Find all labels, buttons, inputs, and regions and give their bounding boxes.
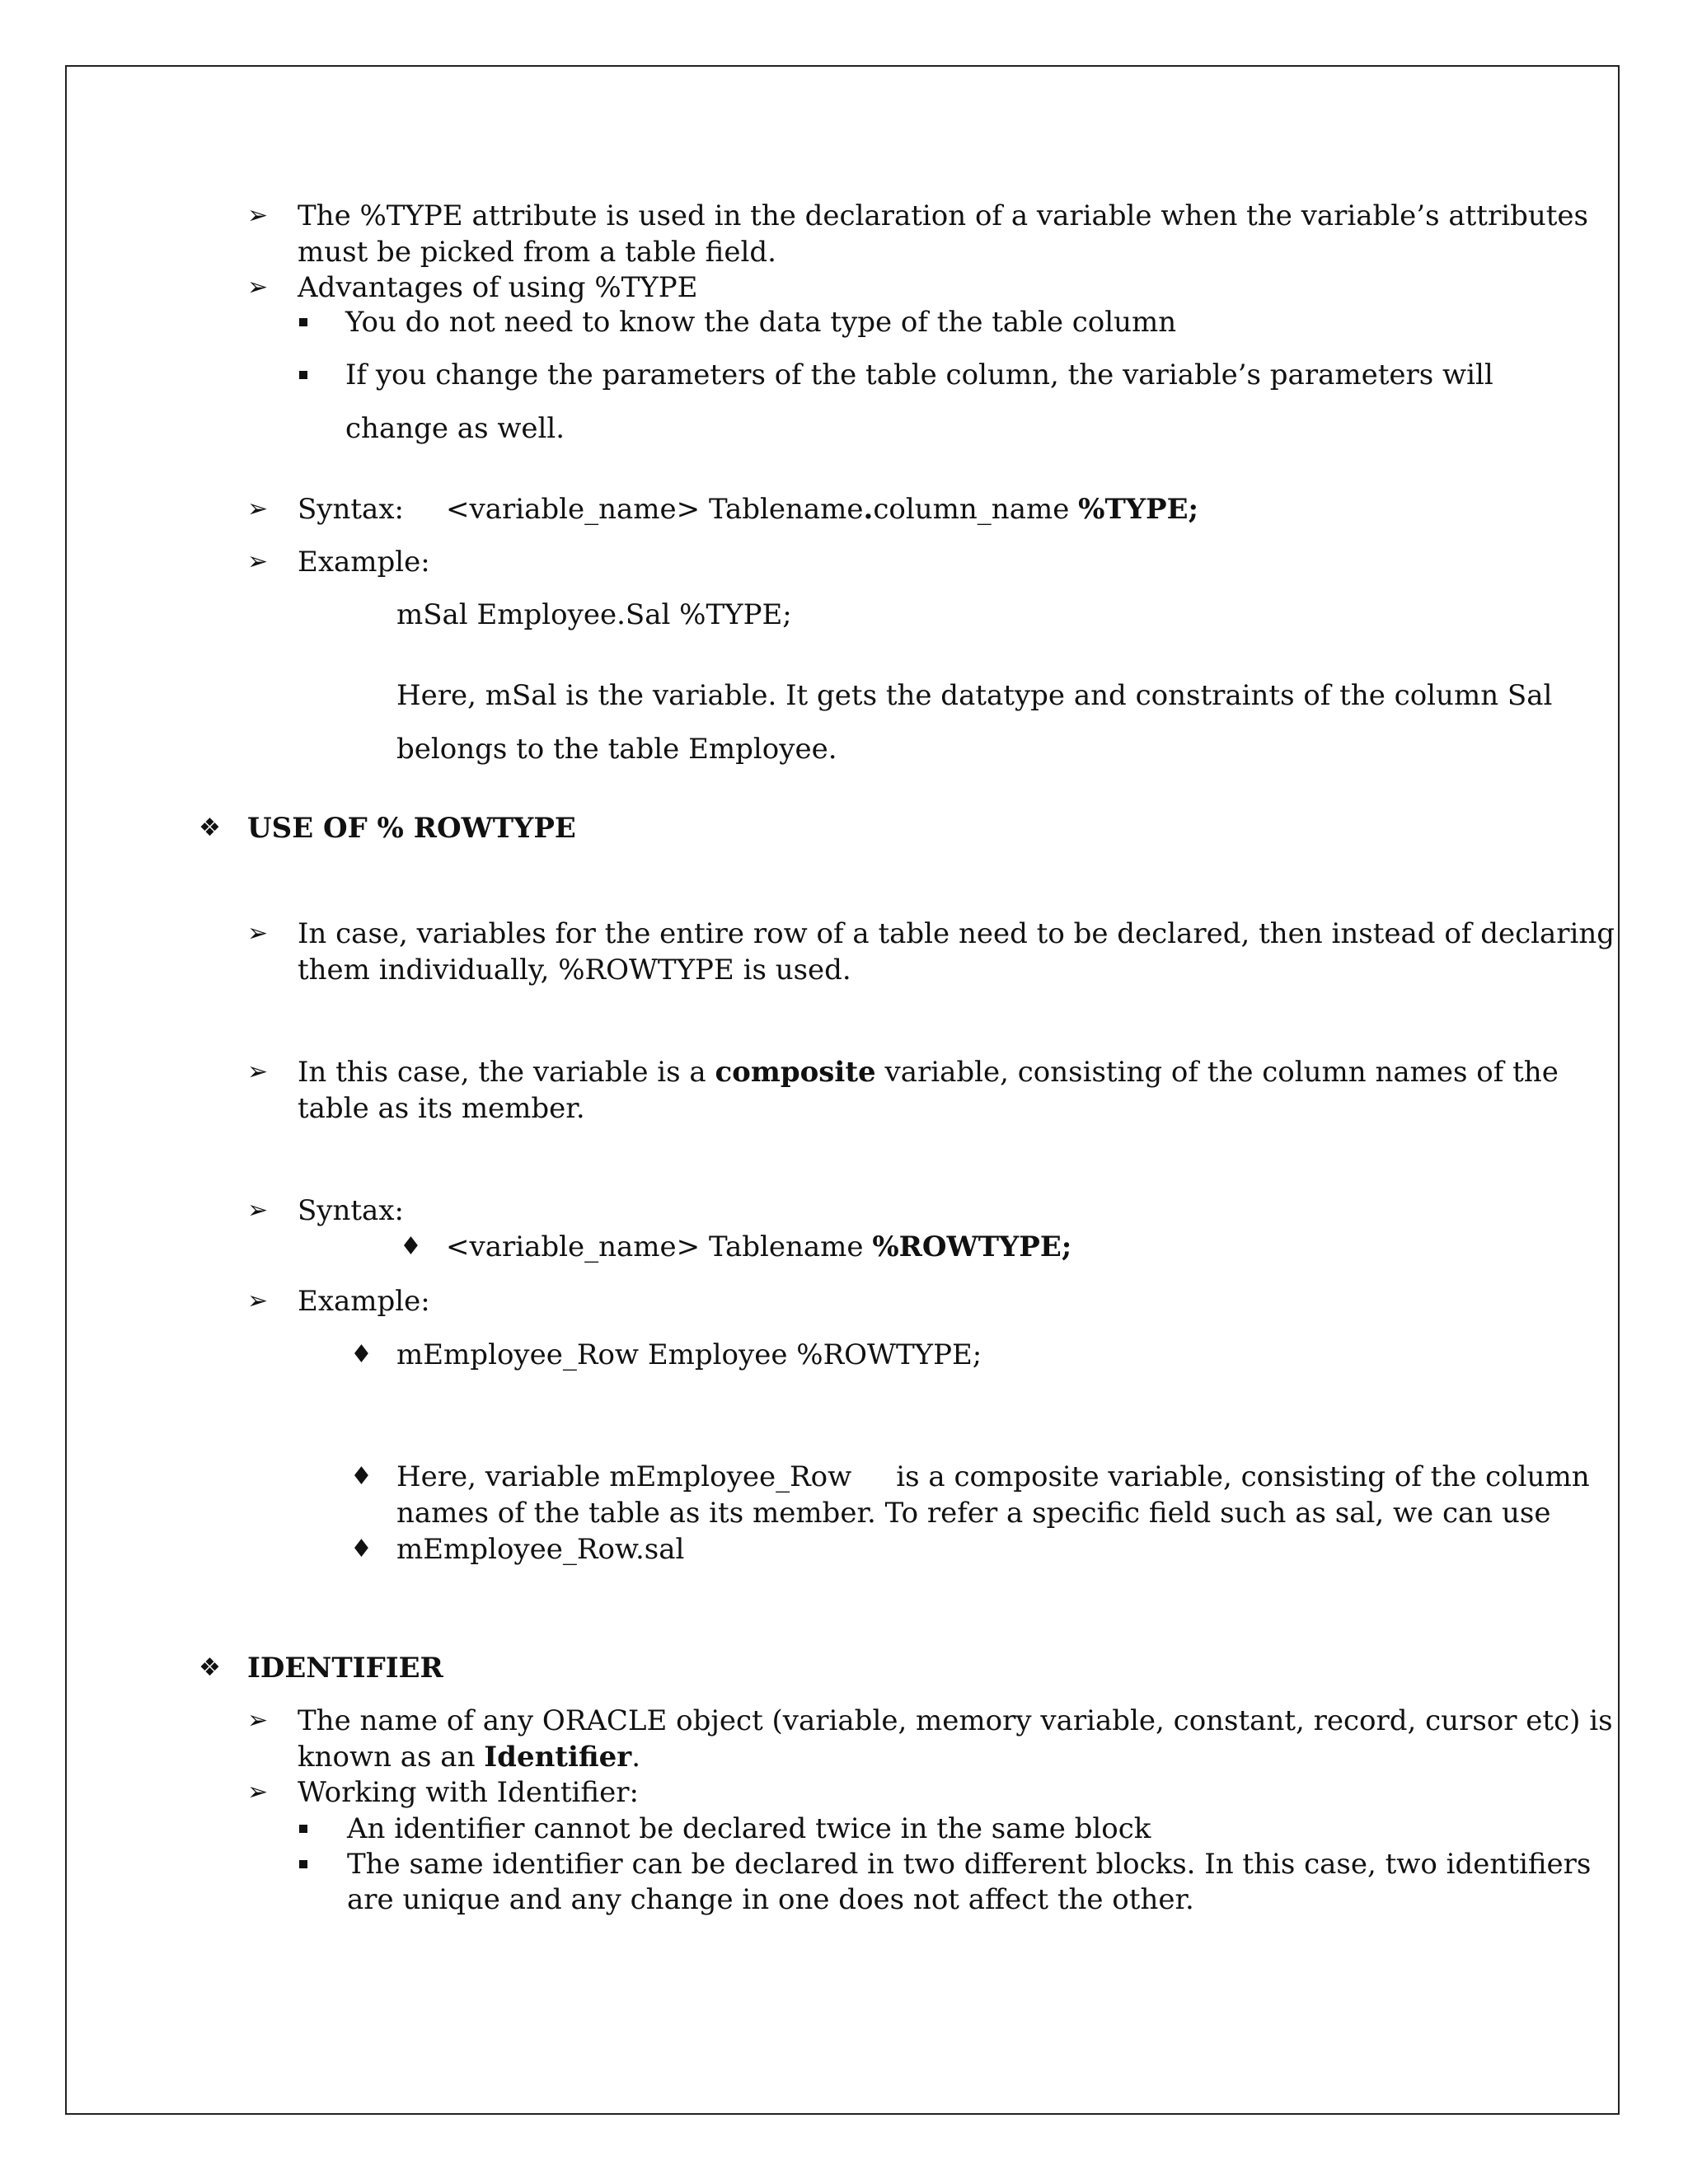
type-syntax-column: column_name	[873, 493, 1079, 526]
rowtype-syntax-line	[446, 1229, 1071, 1265]
rowtype-composite-line1	[298, 1054, 1559, 1090]
rowtype-example-label: Example:	[298, 1285, 430, 1318]
identifier-rule-1: An identifier cannot be declared twice in the same block	[347, 1812, 1151, 1845]
arrow-bullet-icon: ➢	[247, 201, 269, 230]
identifier-definition-line2	[298, 1739, 640, 1775]
type-syntax-line	[446, 491, 1198, 527]
square-bullet-icon	[299, 371, 307, 379]
rowtype-composite-keyword: composite	[715, 1056, 876, 1089]
rowtype-syntax-keyword: %ROWTYPE;	[872, 1230, 1072, 1263]
arrow-bullet-icon: ➢	[247, 1057, 269, 1086]
identifier-rule-2-line1: The same identifier can be declared in two different blocks. In this case, two identifiers	[347, 1848, 1592, 1881]
rowtype-explanation-line1: Here, variable mEmployee_Row is a composite variable, consisting of the column	[396, 1460, 1590, 1493]
identifier-definition-post: .	[631, 1741, 641, 1774]
identifier-definition-pre: known as an	[298, 1741, 485, 1774]
identifier-heading: IDENTIFIER	[247, 1652, 443, 1685]
diamond-bullet-icon: ♦	[400, 1232, 422, 1261]
advantage-item-2-line2: change as well.	[345, 412, 565, 445]
identifier-definition-line1: The name of any ORACLE object (variable, memory variable, constant, record, cursor etc) is	[298, 1704, 1613, 1737]
advantage-item-1: You do not need to know the data type of the table column	[345, 306, 1177, 339]
square-bullet-icon	[299, 318, 307, 326]
arrow-bullet-icon: ➢	[247, 1286, 269, 1315]
rowtype-composite-post: variable, consisting of the column names of the	[875, 1056, 1559, 1089]
identifier-definition-keyword: Identifier	[484, 1741, 632, 1774]
rowtype-intro-line1: In case, variables for the entire row of a table need to be declared, then instead of declaring	[298, 917, 1615, 950]
rowtype-heading: USE OF % ROWTYPE	[247, 812, 576, 845]
advantage-item-2-line1: If you change the parameters of the table column, the variable’s parameters will	[345, 359, 1493, 391]
square-bullet-icon	[299, 1860, 307, 1868]
arrow-bullet-icon: ➢	[247, 494, 269, 523]
type-example-label: Example:	[298, 546, 430, 579]
diamond-bullet-icon: ♦	[350, 1340, 373, 1369]
rowtype-intro-line2: them individually, %ROWTYPE is used.	[298, 954, 851, 987]
rowtype-composite-pre: In this case, the variable is a	[298, 1056, 715, 1089]
type-syntax-dot: .	[863, 493, 874, 526]
type-intro-line2: must be picked from a table field.	[298, 236, 776, 269]
type-example-explanation-line2: belongs to the table Employee.	[396, 733, 837, 766]
diamond-bullet-icon: ♦	[350, 1462, 373, 1491]
type-example-code: mSal Employee.Sal %TYPE;	[396, 598, 792, 631]
advantages-title: Advantages of using %TYPE	[298, 271, 698, 304]
identifier-rule-2-line2: are unique and any change in one does not affect the other.	[347, 1883, 1194, 1916]
arrow-bullet-icon: ➢	[247, 547, 269, 576]
diamond-bullet-icon: ♦	[350, 1535, 373, 1563]
type-example-explanation-line1: Here, mSal is the variable. It gets the datatype and constraints of the column Sal	[396, 679, 1553, 712]
arrow-bullet-icon: ➢	[247, 919, 269, 948]
rowtype-composite-line2: table as its member.	[298, 1092, 585, 1125]
star-bullet-icon: ❖	[199, 813, 221, 842]
type-syntax-var: <variable_name> Tablename	[446, 493, 864, 526]
rowtype-field-access-code: mEmployee_Row.sal	[396, 1533, 685, 1566]
type-syntax-label: Syntax:	[298, 493, 404, 526]
arrow-bullet-icon: ➢	[247, 273, 269, 302]
star-bullet-icon: ❖	[199, 1653, 221, 1682]
arrow-bullet-icon: ➢	[247, 1196, 269, 1225]
rowtype-syntax-var: <variable_name> Tablename	[446, 1230, 873, 1263]
arrow-bullet-icon: ➢	[247, 1778, 269, 1807]
arrow-bullet-icon: ➢	[247, 1706, 269, 1735]
rowtype-example-code: mEmployee_Row Employee %ROWTYPE;	[396, 1338, 982, 1371]
identifier-working-title: Working with Identifier:	[298, 1776, 639, 1809]
type-intro-line1: The %TYPE attribute is used in the declaration of a variable when the variable’s attributes	[298, 199, 1588, 232]
square-bullet-icon	[299, 1825, 307, 1833]
rowtype-syntax-label: Syntax:	[298, 1194, 404, 1227]
rowtype-explanation-line2: names of the table as its member. To refer a specific field such as sal, we can use	[396, 1497, 1551, 1530]
type-syntax-keyword: %TYPE;	[1078, 493, 1199, 526]
